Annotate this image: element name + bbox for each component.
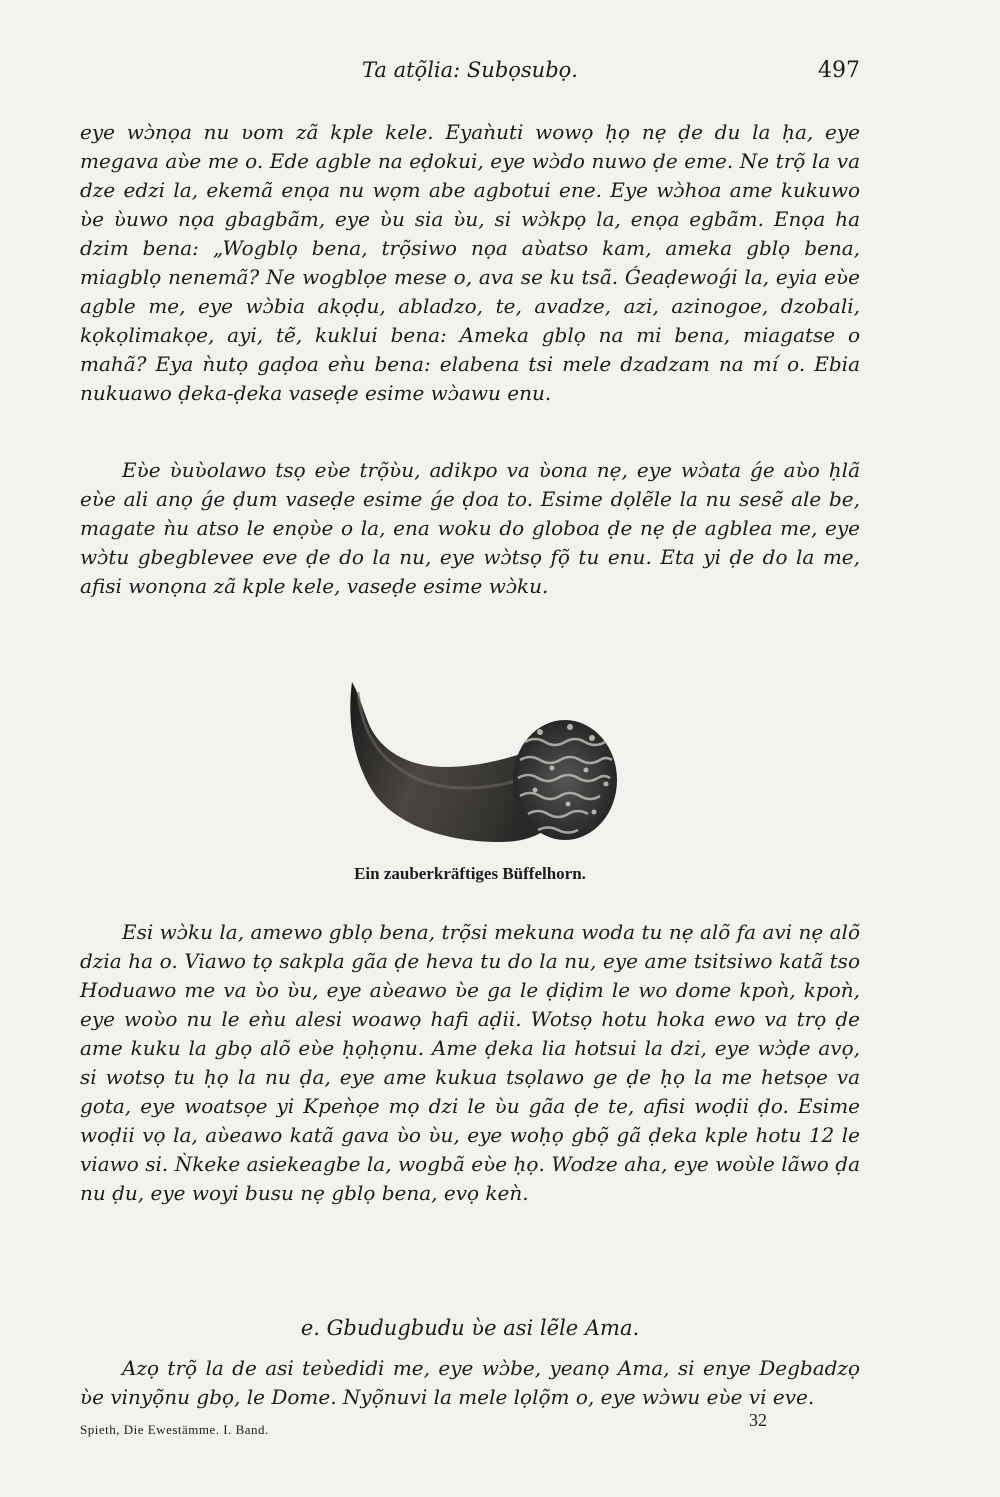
page-header — [80, 58, 860, 92]
page-footer — [80, 1410, 860, 1442]
section-intro-paragraph: Azọ trọ̃ la de asi teʋ̀edidi me, eye wɔ̀be, yeanọ Ama, si enye Degbadzọ ʋ̀e vinyọ̃nu gbọ, le Dome. Nyọ̃nuvi la mele lọlọ̃m o, eye wɔ̀wu eʋ̀e vi eve. — [80, 1356, 860, 1409]
paragraph-1: eye wɔ̀nọa nu ʋom zã kple kele. Eyaǹuti wowọ ḥọ nẹ ḍe du la ḥa, eye megava aʋ̀e me o. Ede agble na eḍokui, eye wɔ̀do nuwo ḍe eme. Ne trọ̃ la va dze edzi la, ekemã enọa nu wọm abe agbotui ene. Eye wɔ̀hoa ame kukuwo ʋ̀e ʋ̀uwo nọa gbagbãm, eye ʋ̀u sia ʋ̀u, si wɔ̀kpọ la, enọa egbãm. Enọa ha dzim bena: „Wogblọ bena, trọ̃siwo nọa aʋ̀atso kam, ameka gblọ bena, miagblọ nenemã? Ne wogblọe mese o, ava se ku tsã. Ǵeaḍewoǵi la, eyia eʋ̀e agble me, eye wɔ̀bia akọḍu, abladzo, te, avadze, azi, azinogoe, dzobali, kọkọlimakọe, ayi, tẽ, kuklui bena: Ameka gblọ na mi bena, miagatse o mahã? Eya ǹutọ gaḍoa eǹu bena: elabena tsi mele dzadzam na mí o. Ebia nukuawo ḍeka-ḍeka vaseḍe esime wɔ̀awu enu. — [80, 120, 860, 405]
page-number: 497 — [818, 58, 860, 83]
figure-caption: Ein zauberkräftiges Büffelhorn. — [354, 864, 586, 883]
running-title: Ta atọ̃lia: Subọsubọ. — [362, 58, 578, 82]
signature-mark: 32 — [749, 1410, 767, 1430]
paragraph-2: Eʋ̀e ʋ̀uʋ̀olawo tsọ eʋ̀e trọ̃ʋ̀u, adikpo va ʋ̀ona nẹ, eye wɔ̀ata ǵe aʋ̀o ḥlã eʋ̀e ali anọ ǵe ḍum vaseḍe esime ǵe ḍoa to. Esime dọlẽle la nu sesẽ ale be, magate ǹu atso le enọʋ̀e o la, ena woku do globoa ḍe nẹ ḍe agblea me, eye wɔ̀tu gbegblevee eve ḍe do la nu, eye wɔ̀tsọ fọ̃ tu enu. Eta yi ḍe do la me, afisi wonọna zã kple kele, vaseḍe esime wɔ̀ku. — [80, 458, 860, 598]
paragraph-3: Esi wɔ̀ku la, amewo gblọ bena, trọ̃si mekuna woda tu nẹ alõ fa avi nẹ alõ dzia ha o. Viawo tọ sakpla gãa ḍe heva tu do la nu, eye ame tsitsiwo katã tso Hoduawo me va ʋ̀o ʋ̀u, eye aʋ̀eawo ʋ̀e ga le ḍiḍim le wo dome kpoǹ, kpoǹ, eye woʋ̀o nu le eǹu alesi woawọ hafi aḍii. Wotsọ hotu hoka ewo va trọ ḍe ame kuku la gbọ alõ eʋ̀e ḥọḥọnu. Ame ḍeka lia hotsui la dzi, eye wɔ̀ḍe avọ, si wotsọ tu ḥọ la nu ḍa, eye ame kukua tsọlawo ge ḍe ḥọ la me hetsọe va gota, eye woatsọe yi Kpeǹọe mọ dzi le ʋ̀u gãa ḍe te, afisi woḍii ḍo. Esime woḍii vọ la, aʋ̀eawo katã gava ʋ̀o ʋ̀u, eye woḥọ gbọ̃ gã ḍeka kple hotu 12 le viawo si. Ǹkeke asiekeagbe la, wogbã eʋ̀e ḥọ. Wodze aha, eye woʋ̀le lãwo ḍa nu ḍu, eye woyi busu nẹ gblọ bena, evọ keǹ. — [80, 920, 860, 1205]
buffalo-horn-illustration — [330, 672, 630, 852]
buffalo-horn-figure — [330, 672, 630, 852]
footer-book-title: Spieth, Die Ewestämme. I. Band. — [80, 1422, 269, 1437]
section-heading: e. Gbudugbudu ʋ̀e asi lẽle Ama. — [300, 1316, 640, 1340]
